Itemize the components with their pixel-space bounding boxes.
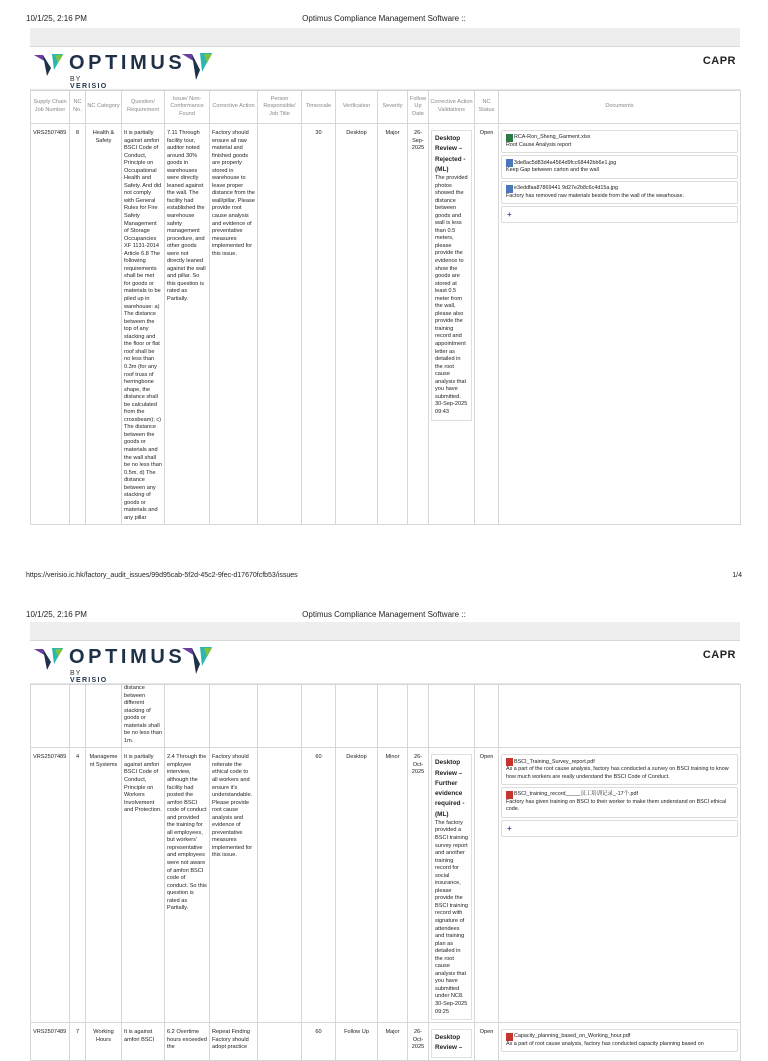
severity: Major (378, 1023, 408, 1061)
brand-header (30, 47, 740, 90)
validation-body: The factory provided a BSCI training survey report and another training record for social insurance, please provide the BSCI training record with signature of attendees and training plan as detailed in the root cause analysis that you have submitted under NC8. 30-Sep-2025 09:25 (435, 819, 468, 1015)
document-link[interactable]: BSCI_Training_Survey_report.pdf (514, 758, 595, 765)
col-header: Timescale (302, 91, 336, 124)
nc-status: Open (475, 124, 499, 525)
logo-mark-right-icon (182, 52, 212, 82)
documents-cell (499, 748, 741, 1023)
corrective-action-text: Factory should reiterate the ethical code to all workers and ensure it's understandable. Please provide root cause analysis and evidence of preventative measures implemented for this issue. (210, 748, 258, 1023)
verification: Follow Up (336, 1023, 378, 1061)
document-card[interactable] (501, 754, 738, 785)
follow-up-date: 26-Oct-2025 (408, 1023, 429, 1061)
issues-table (30, 684, 741, 1061)
document-description: As a part of root cause analysis, factory has conducted capacity planning based on (506, 1041, 704, 1048)
issue-text: 2.4 Through the employee interview, although the facility had posted the amfori BSCI code of conduct and provided the training for all employees, but workers' representative and employees were not aware of amfori BSCI code of conduct. So this question is rated as Partially. (165, 748, 210, 1023)
validation-cell (429, 748, 475, 1023)
job-number: VRS2507489 (31, 748, 70, 1023)
report-page-2 (30, 622, 740, 1052)
col-header: Corrective Action Validations (429, 91, 475, 124)
nc-number: 7 (70, 1023, 86, 1061)
capr-title: CAPR (702, 649, 736, 661)
document-description: As a part of the root cause analysis, factory has conducted a survey on BSCI training to know how much workers are really understand the BSCI Code of Conduct. (506, 766, 729, 780)
table-row (31, 1023, 741, 1061)
brand-wordmark: OPTIMUS (69, 646, 186, 668)
person-responsible (258, 124, 302, 525)
document-description: Keep Gap between carton and the wall (506, 167, 599, 174)
validation-box (431, 130, 472, 421)
timescale: 60 (302, 748, 336, 1023)
nc-status: Open (475, 1023, 499, 1061)
logo-mark-icon (34, 52, 64, 78)
timescale: 60 (302, 1023, 336, 1061)
verification: Desktop (336, 124, 378, 525)
nc-category: Management Systems (86, 748, 122, 1023)
person-responsible (258, 748, 302, 1023)
image-file-icon (506, 185, 513, 193)
print-doc-title: Optimus Compliance Management Software :: (302, 610, 466, 619)
col-header: Severity (378, 91, 408, 124)
documents-cell (499, 1023, 741, 1061)
document-description: Factory has removed raw materials beside from the wall of the wearhouse. (506, 192, 684, 199)
validation-title: Desktop Review – (435, 1034, 463, 1052)
report-page-1 (30, 28, 740, 566)
brand-wordmark: OPTIMUS (69, 52, 186, 74)
pdf-file-icon (506, 1033, 513, 1041)
document-link[interactable]: 3de8ac5d83d4a4564d9fcc68442bb6e1.jpg (514, 159, 617, 166)
document-card[interactable] (501, 155, 738, 178)
print-url: https://verisio.ic.hk/factory_audit_issues/99d95cab-5f2d-45c2-9fec-d17670fcfb53/issues (26, 572, 298, 579)
top-bar (30, 622, 740, 641)
validation-cell (429, 1023, 475, 1061)
document-card[interactable] (501, 181, 738, 204)
document-link[interactable]: Capacity_planning_based_on_Working_hour.pdf (514, 1033, 631, 1040)
print-header (0, 604, 768, 624)
nc-category: Working Hours (86, 1023, 122, 1061)
logo-mark-icon (34, 646, 64, 672)
col-header: Verification (336, 91, 378, 124)
col-header: NC Category (86, 91, 122, 124)
brand-byline: BY VERISIO (70, 670, 108, 684)
timescale: 30 (302, 124, 336, 525)
validation-body: The provided photos showed the distance between goods and wall is less than 0.5 meters, please provide the evidence to show the goods are stored at least 0.5 meter from the wall, please also provide the training record and appointment letter as detailed in the root cause analysis that you have submitted. 30-Sep-2025 09:43 (435, 175, 468, 415)
corrective-action-text: Factory should ensure all raw material and finished goods are properly stored in warehouse to leave proper distance from the wall/pillar. Please provide root cause analysis and evidence of preventative measures implemented for this issue. (210, 124, 258, 525)
capr-title: CAPR (702, 55, 736, 67)
col-header: Documents (499, 91, 741, 124)
print-header (0, 8, 768, 28)
document-card[interactable] (501, 787, 738, 818)
print-datetime: 10/1/25, 2:16 PM (26, 610, 87, 619)
image-file-icon (506, 159, 513, 167)
print-page-number: 1/4 (732, 572, 742, 579)
logo-mark-right-icon (182, 646, 212, 676)
document-description: Root Cause Analysis report (506, 142, 572, 148)
print-datetime: 10/1/25, 2:16 PM (26, 14, 87, 23)
nc-category: Health & Safety (86, 124, 122, 525)
validation-box (431, 754, 472, 1020)
pdf-file-icon (506, 758, 513, 766)
requirement-text: It is partially against amfori BSCI Code of Conduct, Principle on Occupational Health and Safety. And did not comply with General Rules for Fire Safety Management of Storage Occupancies XF 1131-2014 Article 6.8 The following requirements shall be met for goods or materials to be piled up in warehouse: a) The distance between the top of any stacking and the floor or flat roof shall be no less than 0.3m (for any roof truss of herringbone shape, the distance shall be calculated from the crossbeam); c) The distance between the goods or materials and the wall shall be no less than 0.5m, d) The distance between any stacking of goods or materials and any pillar (122, 124, 165, 525)
col-header: Issue/ Non-Conformance Found (165, 91, 210, 124)
validation-title: Desktop Review – Further evidence required - (ML) (435, 759, 465, 818)
job-number: VRS2507489 (31, 1023, 70, 1061)
col-header: Question/ Requirement (122, 91, 165, 124)
requirement-text: It is partially against amfori BSCI Code of Conduct, Principle on Workers Involvement and Protection. (122, 748, 165, 1023)
document-link[interactable]: BSCI_training_record_____员工培训记录_-17个.pdf (514, 791, 639, 798)
col-header: Supply Chain Job Number (31, 91, 70, 124)
severity: Minor (378, 748, 408, 1023)
validation-box (431, 1029, 472, 1058)
validation-cell (429, 124, 475, 525)
issue-text: 6.2 Overtime hours exceeded the (165, 1023, 210, 1061)
col-header: NC No. (70, 91, 86, 124)
nc-status: Open (475, 748, 499, 1023)
document-card[interactable] (501, 130, 738, 153)
document-link[interactable]: RCA-Ron_Sheng_Garment.xlsx (514, 134, 591, 141)
print-doc-title: Optimus Compliance Management Software :: (302, 14, 466, 23)
col-header: Follow Up Date (408, 91, 429, 124)
requirement-continuation: distance between different stacking of goods or materials shall be no less than 1m. (122, 685, 165, 748)
add-document-button[interactable]: + (501, 820, 738, 837)
table-row (31, 124, 741, 525)
table-header-row (31, 91, 741, 124)
documents-cell (499, 124, 741, 525)
brand-byline: BY VERISIO (70, 76, 108, 90)
col-header: NC Status (475, 91, 499, 124)
corrective-action-text: Repeat Finding Factory should adopt practice (210, 1023, 258, 1061)
follow-up-date: 26-Sep-2025 (408, 124, 429, 525)
follow-up-date: 26-Oct-2025 (408, 748, 429, 1023)
table-row (31, 748, 741, 1023)
table-row-continuation (31, 685, 741, 748)
brand-header (30, 641, 740, 684)
severity: Major (378, 124, 408, 525)
col-header: Person Responsible/ Job Title (258, 91, 302, 124)
pdf-file-icon (506, 791, 513, 799)
col-header: Corrective Action (210, 91, 258, 124)
document-description: Factory has given training on BSCI to their worker to make them understand on BSCI ethical code. (506, 798, 727, 813)
document-card[interactable] (501, 1029, 738, 1052)
job-number: VRS2507489 (31, 124, 70, 525)
issues-table (30, 90, 741, 525)
document-link[interactable]: e3eddfaa87869441 9d27e2b8c6c4d15a.jpg (514, 184, 619, 191)
validation-title: Desktop Review – Rejected - (ML) (435, 135, 466, 173)
issue-text: 7.11 Through facility tour, auditor noted around 30% goods in warehouses were directly leaned against the wall. The facility had established the warehouse safety management procedure, and other goods were not directly leaned against the wall and pillar. So this question is rated as Partially. (165, 124, 210, 525)
nc-number: 8 (70, 124, 86, 525)
requirement-text: It is against amfori BSCI (122, 1023, 165, 1061)
verification: Desktop (336, 748, 378, 1023)
top-bar (30, 28, 740, 47)
add-document-button[interactable]: + (501, 206, 738, 223)
person-responsible (258, 1023, 302, 1061)
excel-file-icon (506, 134, 513, 142)
nc-number: 4 (70, 748, 86, 1023)
